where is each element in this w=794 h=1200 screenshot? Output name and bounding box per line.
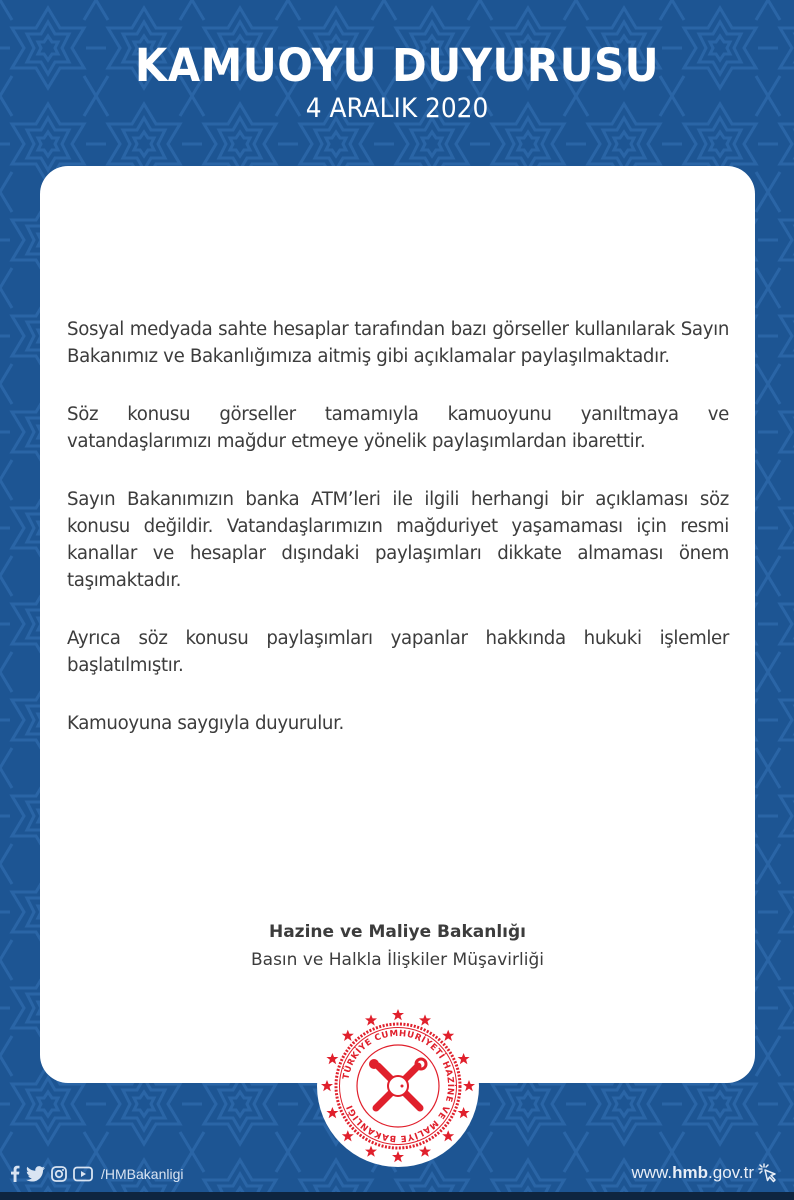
twitter-icon[interactable] [26, 1166, 45, 1182]
signature-department: Basın ve Halkla İlişkiler Müşavirliği [251, 950, 544, 970]
paragraph-5: Kamuoyuna saygıyla duyurulur. [67, 713, 344, 734]
facebook-icon[interactable] [10, 1165, 20, 1182]
paragraph-3: Sayın Bakanımızın banka ATM’leri ile ilgili herhangi bir açıklaması söz konusu değildir. Vatandaşlarımızın mağduriyet yaşamaması için resmi kanallar ve hesaplar dışındaki paylaşımları dikkate almaması önem taşımaktadır. [67, 489, 729, 591]
instagram-icon[interactable] [51, 1166, 67, 1182]
paragraph-1: Sosyal medyada sahte hesaplar tarafından bazı görseller kullanılarak Sayın Bakanımız ve Bakanlığımıza aitmiş gibi açıklamalar paylaşılmaktadır. [67, 319, 729, 367]
website-prefix: www. [631, 1163, 673, 1182]
website-domain: hmb [672, 1163, 709, 1182]
announcement-date: 4 ARALIK 2020 [305, 93, 489, 124]
page-title: KAMUOYU DUYURUSU [134, 39, 660, 92]
svg-text:TÜRKİYE CUMHURİYETİ HAZİNE VE: TÜRKİYE CUMHURİYETİ HAZİNE VE MALİYE BAKANLIĞI [341, 1028, 456, 1144]
website-suffix: .gov.tr [708, 1163, 754, 1182]
signature-organization: Hazine ve Maliye Bakanlığı [268, 922, 527, 942]
cursor-click-icon [758, 1163, 780, 1183]
youtube-icon[interactable] [73, 1166, 93, 1182]
social-links [10, 1165, 183, 1182]
paragraph-4: Ayrıca söz konusu paylaşımları yapanlar hakkında hukuki işlemler başlatılmıştır. [67, 628, 729, 676]
signature-block [40, 918, 755, 974]
announcement-card [40, 166, 755, 1083]
social-handle[interactable]: /HMBakanligi [101, 1165, 184, 1182]
announcement-body [67, 316, 729, 768]
bottom-bar [0, 1192, 794, 1200]
paragraph-2: Söz konusu görseller tamamıyla kamuoyunu yanıltmaya ve vatandaşlarımızı mağdur etmeye yönelik paylaşımlardan ibarettir. [67, 404, 729, 452]
ministry-seal-icon [316, 1004, 480, 1168]
header [0, 40, 794, 124]
website-link[interactable] [632, 1163, 781, 1183]
